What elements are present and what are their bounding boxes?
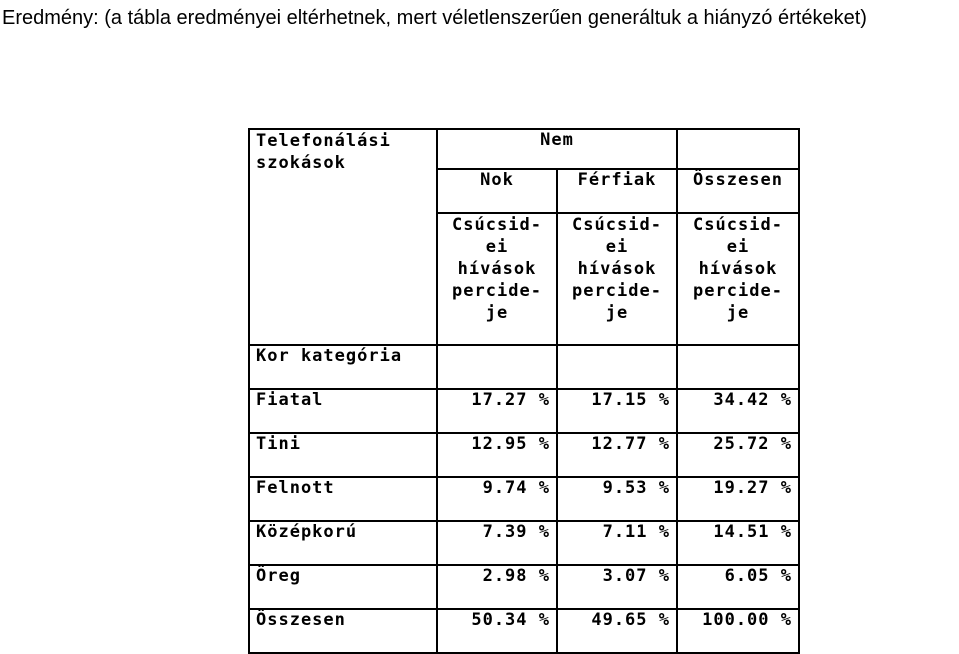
table-cell: 2.98 % <box>437 565 557 609</box>
spanning-header-blank <box>677 129 799 169</box>
table-cell: 9.53 % <box>557 477 677 521</box>
table-cell: 25.72 % <box>677 433 799 477</box>
blank-cell <box>437 345 557 389</box>
table-cell: 49.65 % <box>557 609 677 653</box>
column-header-osszesen: Összesen <box>677 169 799 213</box>
table-cell: 3.07 % <box>557 565 677 609</box>
table-row <box>249 433 799 477</box>
table-cell: 12.77 % <box>557 433 677 477</box>
row-label: Középkorú <box>249 521 437 565</box>
caption-text: Eredmény: (a tábla eredményei eltérhetnek, mert véletlenszerűen generáltuk a hiányzó értékeket) <box>2 7 867 29</box>
table-cell: 14.51 % <box>677 521 799 565</box>
table-cell: 100.00 % <box>677 609 799 653</box>
table-cell: 19.27 % <box>677 477 799 521</box>
table-row <box>249 389 799 433</box>
table-body <box>249 389 799 653</box>
row-label: Öreg <box>249 565 437 609</box>
row-variable-label: Kor kategória <box>249 345 437 389</box>
table-row <box>249 477 799 521</box>
statistic-label-osszesen: Csúcsid- ei hívások percide- je <box>677 213 799 345</box>
table-cell: 34.42 % <box>677 389 799 433</box>
column-header-nok: Nok <box>437 169 557 213</box>
row-label: Fiatal <box>249 389 437 433</box>
blank-cell <box>677 345 799 389</box>
table-cell: 17.27 % <box>437 389 557 433</box>
statistic-label-ferfiak: Csúcsid- ei hívások percide- je <box>557 213 677 345</box>
table-cell: 12.95 % <box>437 433 557 477</box>
table-cell: 9.74 % <box>437 477 557 521</box>
table-row <box>249 521 799 565</box>
column-header-ferfiak: Férfiak <box>557 169 677 213</box>
spanning-header-nem: Nem <box>437 129 677 169</box>
blank-cell <box>557 345 677 389</box>
table-cell: 17.15 % <box>557 389 677 433</box>
statistic-label-nok: Csúcsid- ei hívások percide- je <box>437 213 557 345</box>
table-cell: 7.11 % <box>557 521 677 565</box>
table-row <box>249 609 799 653</box>
table-cell: 6.05 % <box>677 565 799 609</box>
row-label: Tini <box>249 433 437 477</box>
table-row <box>249 565 799 609</box>
table-cell: 7.39 % <box>437 521 557 565</box>
table-cell: 50.34 % <box>437 609 557 653</box>
results-table <box>248 128 800 654</box>
row-label: Felnott <box>249 477 437 521</box>
row-label: Összesen <box>249 609 437 653</box>
corner-label: Telefonálási szokások <box>249 129 437 345</box>
